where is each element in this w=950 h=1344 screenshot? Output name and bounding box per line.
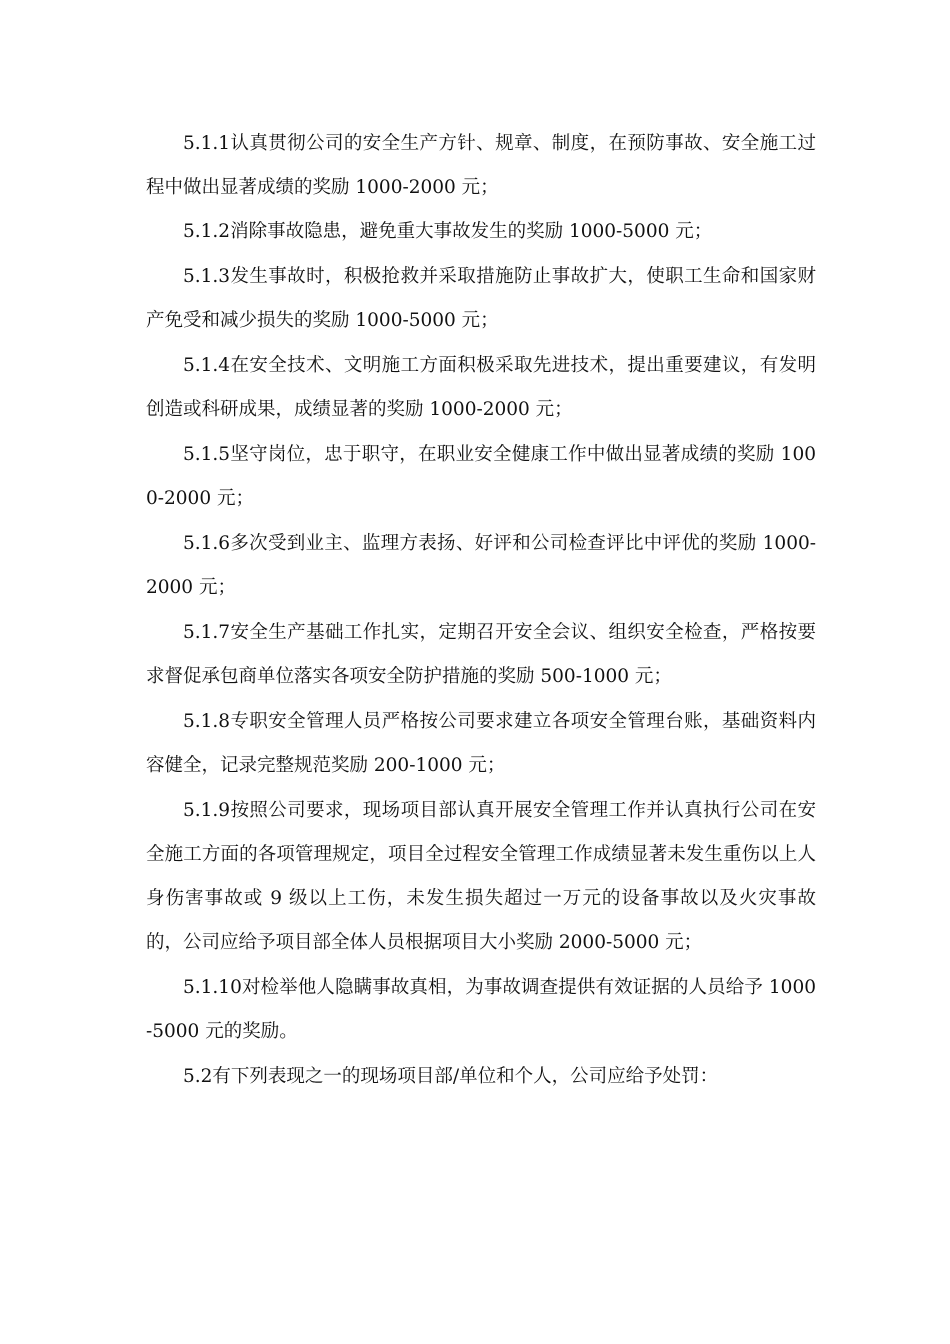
paragraph-5-1-7: 5.1.7安全生产基础工作扎实，定期召开安全会议、组织安全检查，严格按要求督促承包商单位落实各项安全防护措施的奖励 500-1000 元； xyxy=(146,622,816,687)
paragraph-5-1-9: 5.1.9按照公司要求，现场项目部认真开展安全管理工作并认真执行公司在安全施工方面的各项管理规定，项目全过程安全管理工作成绩显著未发生重伤以上人身伤害事故或 9 级以上工伤，未发生损失超过一万元的设备事故以及火灾事故的，公司应给予项目部全体人员根据项目大小奖励 2000-5000 元； xyxy=(146,800,816,953)
paragraph-5-1-4: 5.1.4在安全技术、文明施工方面积极采取先进技术，提出重要建议，有发明创造或科研成果，成绩显著的奖励 1000-2000 元； xyxy=(146,355,816,420)
paragraph-5-1-3: 5.1.3发生事故时，积极抢救并采取措施防止事故扩大，使职工生命和国家财产免受和减少损失的奖励 1000-5000 元； xyxy=(146,266,816,331)
paragraph-5-1-8: 5.1.8专职安全管理人员严格按公司要求建立各项安全管理台账，基础资料内容健全，记录完整规范奖励 200-1000 元； xyxy=(146,711,816,776)
paragraph-5-1-1: 5.1.1认真贯彻公司的安全生产方针、规章、制度，在预防事故、安全施工过程中做出显著成绩的奖励 1000-2000 元； xyxy=(146,133,816,198)
paragraph-5-1-2: 5.1.2消除事故隐患，避免重大事故发生的奖励 1000-5000 元； xyxy=(183,221,713,242)
paragraph-5-1-5: 5.1.5坚守岗位，忠于职守，在职业安全健康工作中做出显著成绩的奖励 1000-2000 元； xyxy=(146,444,816,509)
paragraph-5-1-6: 5.1.6多次受到业主、监理方表扬、好评和公司检查评比中评优的奖励 1000-2000 元； xyxy=(146,533,816,598)
paragraph-5-1-10: 5.1.10对检举他人隐瞒事故真相，为事故调查提供有效证据的人员给予 1000-5000 元的奖励。 xyxy=(146,977,816,1042)
paragraph-5-2: 5.2有下列表现之一的现场项目部/单位和个人，公司应给予处罚： xyxy=(183,1066,719,1087)
